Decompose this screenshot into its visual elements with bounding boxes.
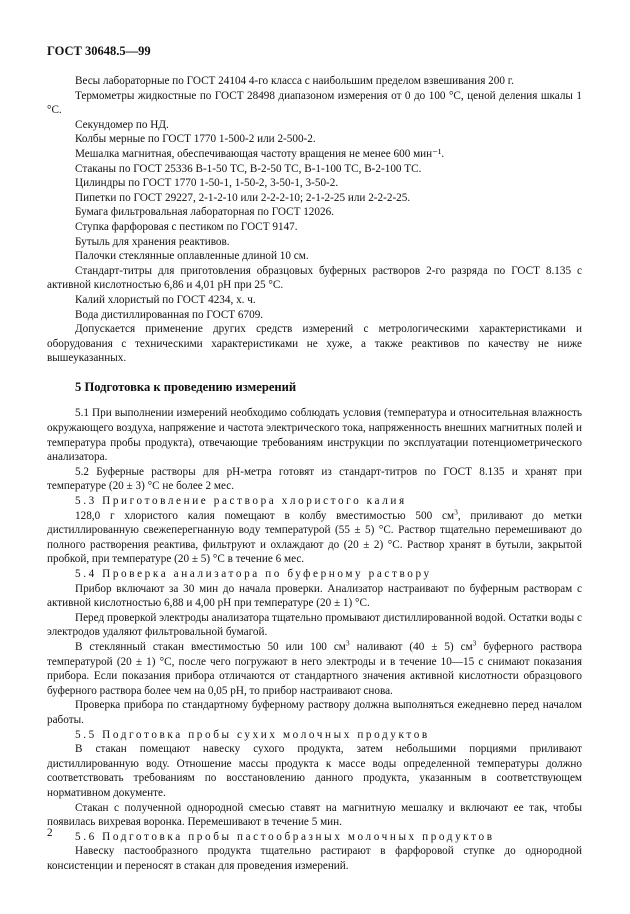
paragraph-5-5-a: В стакан помещают навеску сухого продукта, затем небольшими порциями приливают дистиллированную воду. Отношение массы продукта к массе воды определенной температуры должно соответствовать требованиям по восстановлению данного продукта, указанным в соответствующем нормативном документе. (47, 743, 582, 799)
page-header: ГОСТ 30648.5—99 (47, 44, 151, 58)
equipment-line-3: Секундомер по НД. (75, 118, 169, 131)
paragraph-5-3-part-1: 128,0 г хлористого калия помещают в колбу вместимостью 500 см (75, 509, 455, 522)
equipment-line-8: Пипетки по ГОСТ 29227, 2-1-2-10 или 2-2-2-10; 2-1-2-25 или 2-2-2-25. (75, 191, 411, 204)
paragraph-5-3 (47, 506, 582, 567)
equipment-line-13: Стандарт-титры для приготовления образцовых буферных растворов 2-го разряда по ГОСТ 8.135 с активной кислотностью 6,86 и 4,01 pH при 25 °С. (47, 264, 582, 292)
subheading-5-6: 5.6 Подготовка пробы пастообразных молочных продуктов (75, 830, 495, 843)
subheading-5-3: 5.3 Приготовление раствора хлористого калия (75, 495, 407, 508)
equipment-line-9: Бумага фильтровальная лабораторная по ГОСТ 12026. (75, 206, 334, 219)
paragraph-5-6: Навеску пастообразного продукта тщательно растирают в фарфоровой ступке до однородной консистенции и переносят в стакан для проведения измерений. (47, 845, 582, 872)
paragraph-5-1: 5.1 При выполнении измерений необходимо соблюдать условия (температура и относительная влажность окружающего воздуха, напряжение и частота электрического тока, напряженность внешних магнитных полей и температура пробы продукта), отвечающие требованиям инструкции по эксплуатации потенциометрического анализатора. (47, 407, 582, 464)
paragraph-5-4-b: Перед проверкой электроды анализатора тщательно промывают дистиллированной водой. Остатки воды с электродов удаляют фильтровальной бумагой. (47, 611, 582, 639)
paragraph-5-3-part-2: , приливают до метки дистиллированную свежеперегнанную воду температурой (55 ± 5) °С. Раствор тщательно перемешивают до полного растворения реактива, фильтруют и охлаждают до (20 ± 2) °С. Раствор хранят в бутыли, закрытой пробкой, при температуре (20 ± 5) °С в течение 6 мес. (47, 509, 582, 566)
paragraph-5-5-b: Стакан с полученной однородной смесью ставят на магнитную мешалку и включают ее так, чтобы появилась вихревая воронка. Перемешивают в течение 5 мин. (47, 801, 582, 829)
document-body (47, 74, 582, 873)
equipment-note: Допускается применение других средств измерений с метрологическими характеристиками и оборудования с техническими характеристиками не хуже, а также реактивов по качеству не ниже вышеуказанных. (47, 323, 582, 365)
subheading-5-4: 5.4 Проверка анализатора по буферному раствору (75, 568, 432, 580)
equipment-line-1: Весы лабораторные по ГОСТ 24104 4-го класса с наибольшим пределом взвешивания 200 г. (75, 75, 514, 87)
equipment-line-12: Палочки стеклянные оплавленные длиной 10 см. (75, 250, 309, 263)
paragraph-5-4-c-part-3: буферного раствора температурой (20 ± 1) °С, после чего погружают в него электроды и в течение 10—15 с снимают показания прибора. Если показания прибора отличаются от стандартного значения активной кислотности образцового буферного раствора более чем на 0,05 рН, то прибор настраивают снова. (47, 640, 582, 697)
cubic-superscript: 3 (345, 638, 350, 648)
cubic-superscript: 3 (472, 638, 477, 648)
section-heading: 5 Подготовка к проведению измерений (75, 379, 297, 394)
equipment-line-11: Бутыль для хранения реактивов. (75, 235, 230, 248)
paragraph-5-2: 5.2 Буферные растворы для рН-метра готовят из стандарт-титров по ГОСТ 8.135 и хранят при температуре (20 ± 3) °С не более 2 мес. (47, 465, 582, 493)
paragraph-5-4-c-part-2: наливают (40 ± 5) см (349, 640, 473, 653)
subheading-5-5: 5.5 Подготовка пробы сухих молочных продуктов (75, 728, 430, 741)
equipment-line-15: Вода дистиллированная по ГОСТ 6709. (75, 308, 264, 321)
equipment-line-6: Стаканы по ГОСТ 25336 В-1-50 ТС, В-2-50 ТС, В-1-100 ТС, В-2-100 ТС. (75, 162, 422, 175)
paragraph-5-4-a: Прибор включают за 30 мин до начала проверки. Анализатор настраивают по буферным растворам с активной кислотностью 6,88 и 4,00 pH при температуре (20 ± 1) °С. (47, 582, 582, 610)
equipment-line-5: Мешалка магнитная, обеспечивающая частоту вращения не менее 600 мин⁻¹. (75, 147, 445, 160)
cubic-superscript: 3 (454, 506, 458, 516)
paragraph-5-4-d: Проверка прибора по стандартному буферному раствору должна выполняться ежедневно перед началом работы. (47, 699, 582, 726)
equipment-line-14: Калий хлористый по ГОСТ 4234, х. ч. (75, 293, 256, 306)
equipment-line-10: Ступка фарфоровая с пестиком по ГОСТ 9147. (75, 220, 298, 233)
equipment-line-4: Колбы мерные по ГОСТ 1770 1-500-2 или 2-500-2. (75, 133, 316, 146)
equipment-line-2: Термометры жидкостные по ГОСТ 28498 диапазоном измерения от 0 до 100 °С, ценой деления шкалы 1 °С. (47, 89, 582, 117)
equipment-line-7: Цилиндры по ГОСТ 1770 1-50-1, 1-50-2, 3-50-1, 3-50-2. (75, 177, 339, 190)
paragraph-5-4-c-part-1: В стеклянный стакан вместимостью 50 или 100 см (75, 640, 346, 653)
paragraph-5-4-c (47, 640, 582, 698)
page-number: 2 (47, 827, 53, 839)
